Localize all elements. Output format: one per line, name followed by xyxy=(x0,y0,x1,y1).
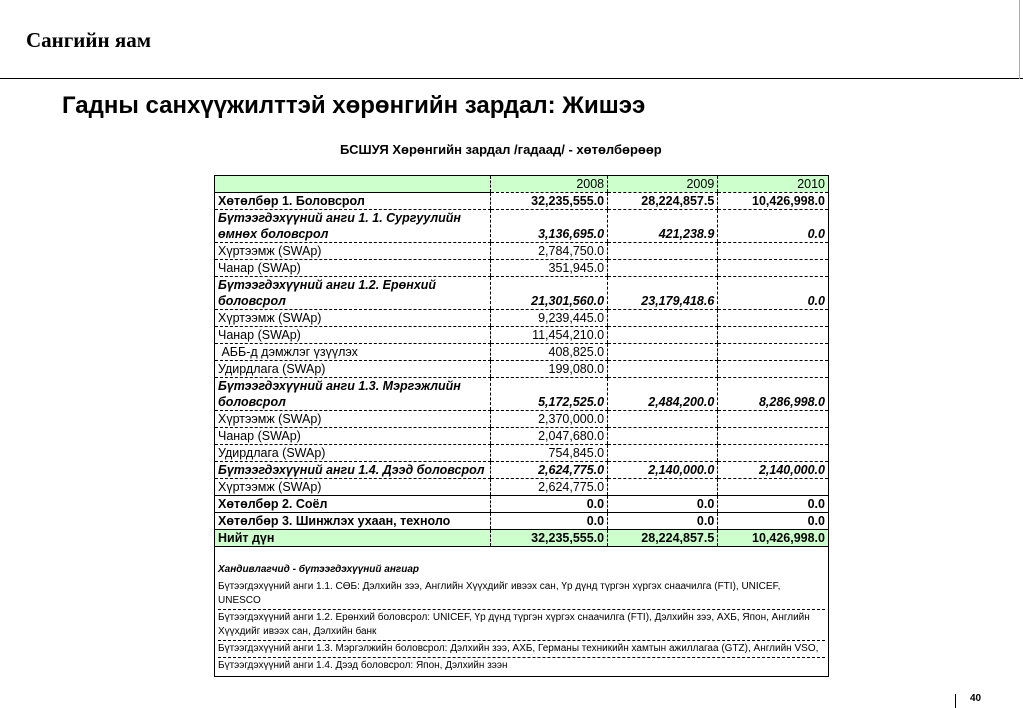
value-2009 xyxy=(608,428,718,445)
value-2009 xyxy=(608,411,718,428)
year-header: 2009 xyxy=(608,176,718,193)
table-row xyxy=(215,445,828,462)
value-2009 xyxy=(608,445,718,462)
value-2008: 5,172,525.0 xyxy=(490,378,607,411)
table-row xyxy=(215,327,828,344)
value-2010: 0.0 xyxy=(718,513,828,530)
row-label: Нийт дүн xyxy=(215,530,490,547)
value-2008: 0.0 xyxy=(490,513,607,530)
table-header-row xyxy=(215,176,828,193)
row-label: Хөтөлбөр 1. Боловсрол xyxy=(215,193,490,210)
slide-title: Гадны санхүүжилттэй хөрөнгийн зардал: Жишээ xyxy=(62,92,646,119)
note-item: Бүтээгдэхүүний анги 1.2. Ерөнхий боловсрол: UNICEF, Үр дүнд түргэн хүргэх снаачилга (FTI), Дэлхийн зээ, АХБ, Япон, Английн Хүүхдийг ивээх сан, Дэлхийн банк xyxy=(218,610,825,641)
row-label: Бүтээгдэхүүний анги 1.2. Ерөнхий боловсрол xyxy=(215,277,490,310)
value-2009 xyxy=(608,260,718,277)
value-2008: 32,235,555.0 xyxy=(490,530,607,547)
row-label: Хөтөлбөр 3. Шинжлэх ухаан, техноло xyxy=(215,513,490,530)
value-2010: 0.0 xyxy=(718,496,828,513)
value-2010 xyxy=(718,327,828,344)
row-label: Хүртээмж (SWAp) xyxy=(215,411,490,428)
notes-heading: Хандивлагчид - бүтээгдэхүүний ангиар xyxy=(218,564,420,575)
value-2009: 421,238.9 xyxy=(608,210,718,243)
table-row xyxy=(215,411,828,428)
value-2010: 2,140,000.0 xyxy=(718,462,828,479)
row-label: Бүтээгдэхүүний анги 1. 1. Сургуулийн өмнөх боловсрол xyxy=(215,210,490,243)
value-2008: 9,239,445.0 xyxy=(490,310,607,327)
header-label-cell xyxy=(215,176,490,193)
value-2010 xyxy=(718,310,828,327)
value-2010 xyxy=(718,479,828,496)
row-label: Хүртээмж (SWAp) xyxy=(215,310,490,327)
table-row xyxy=(215,496,828,513)
page-number: 40 xyxy=(970,693,982,704)
value-2008: 754,845.0 xyxy=(490,445,607,462)
total-row xyxy=(215,530,828,547)
value-2010: 10,426,998.0 xyxy=(718,530,828,547)
row-label: Бүтээгдэхүүний анги 1.3. Мэргэжлийн боловсрол xyxy=(215,378,490,411)
row-label: Чанар (SWAp) xyxy=(215,428,490,445)
table-row xyxy=(215,378,828,411)
note-item: Бүтээгдэхүүний анги 1.4. Дээд боловсрол: Япон, Дэлхийн зээн xyxy=(218,660,508,671)
year-header: 2010 xyxy=(718,176,828,193)
value-2009 xyxy=(608,310,718,327)
value-2008: 2,624,775.0 xyxy=(490,462,607,479)
value-2010 xyxy=(718,243,828,260)
value-2010 xyxy=(718,411,828,428)
value-2009 xyxy=(608,361,718,378)
donor-notes xyxy=(215,546,828,676)
table-row xyxy=(215,479,828,496)
table-row xyxy=(215,462,828,479)
value-2010 xyxy=(718,428,828,445)
year-header: 2008 xyxy=(490,176,607,193)
expenditure-table-frame xyxy=(214,175,829,677)
note-item: Бүтээгдэхүүний анги 1.3. Мэргэлжийн боловсрол: Дэлхийн зээ, АХБ, Германы техникийн хамтын ажиллагаа (GTZ), Английн VSO, xyxy=(218,641,825,658)
table-row xyxy=(215,344,828,361)
row-label: Чанар (SWAp) xyxy=(215,327,490,344)
table-row xyxy=(215,260,828,277)
row-label: Удирдлага (SWAp) xyxy=(215,361,490,378)
value-2008: 32,235,555.0 xyxy=(490,193,607,210)
value-2010: 8,286,998.0 xyxy=(718,378,828,411)
table-row xyxy=(215,310,828,327)
value-2009: 23,179,418.6 xyxy=(608,277,718,310)
table-row xyxy=(215,243,828,260)
table-row xyxy=(215,361,828,378)
value-2009 xyxy=(608,344,718,361)
value-2008: 2,784,750.0 xyxy=(490,243,607,260)
table-row xyxy=(215,428,828,445)
row-label: Удирдлага (SWAp) xyxy=(215,445,490,462)
value-2008: 2,624,775.0 xyxy=(490,479,607,496)
page-number-divider xyxy=(955,694,956,708)
value-2010: 0.0 xyxy=(718,277,828,310)
value-2010 xyxy=(718,344,828,361)
header-side-rule xyxy=(1019,0,1020,79)
value-2009: 0.0 xyxy=(608,513,718,530)
value-2008: 3,136,695.0 xyxy=(490,210,607,243)
value-2008: 21,301,560.0 xyxy=(490,277,607,310)
table-title: БСШУЯ Хөрөнгийн зардал /гадаад/ - хөтөлбөрөөр xyxy=(340,142,662,157)
table-row xyxy=(215,277,828,310)
row-label: Чанар (SWAp) xyxy=(215,260,490,277)
value-2009: 28,224,857.5 xyxy=(608,530,718,547)
value-2010: 0.0 xyxy=(718,210,828,243)
value-2009 xyxy=(608,327,718,344)
expenditure-table xyxy=(215,176,828,546)
table-row xyxy=(215,193,828,210)
value-2008: 199,080.0 xyxy=(490,361,607,378)
value-2009: 28,224,857.5 xyxy=(608,193,718,210)
value-2010: 10,426,998.0 xyxy=(718,193,828,210)
row-label: Бүтээгдэхүүний анги 1.4. Дээд боловсрол xyxy=(215,462,490,479)
value-2008: 408,825.0 xyxy=(490,344,607,361)
value-2010 xyxy=(718,260,828,277)
value-2008: 2,370,000.0 xyxy=(490,411,607,428)
row-label: Хүртээмж (SWAp) xyxy=(215,479,490,496)
row-label: Хөтөлбөр 2. Соёл xyxy=(215,496,490,513)
value-2009: 0.0 xyxy=(608,496,718,513)
row-label: АББ-д дэмжлэг үзүүлэх xyxy=(215,344,490,361)
value-2009 xyxy=(608,479,718,496)
value-2009 xyxy=(608,243,718,260)
table-row xyxy=(215,513,828,530)
row-label: Хүртээмж (SWAp) xyxy=(215,243,490,260)
value-2008: 351,945.0 xyxy=(490,260,607,277)
value-2008: 2,047,680.0 xyxy=(490,428,607,445)
note-item: Бүтээгдэхүүний анги 1.1. СӨБ: Дэлхийн зээ, Английн Хүүхдийг ивээх сан, Үр дүнд түргэн хүргэх снаачилга (FTI), UNICEF, UNESCO xyxy=(218,579,825,610)
value-2010 xyxy=(718,361,828,378)
header-divider xyxy=(0,78,1023,79)
value-2008: 0.0 xyxy=(490,496,607,513)
value-2009: 2,484,200.0 xyxy=(608,378,718,411)
value-2009: 2,140,000.0 xyxy=(608,462,718,479)
table-row xyxy=(215,210,828,243)
value-2010 xyxy=(718,445,828,462)
value-2008: 11,454,210.0 xyxy=(490,327,607,344)
organization-name: Сангийн яам xyxy=(26,28,152,52)
